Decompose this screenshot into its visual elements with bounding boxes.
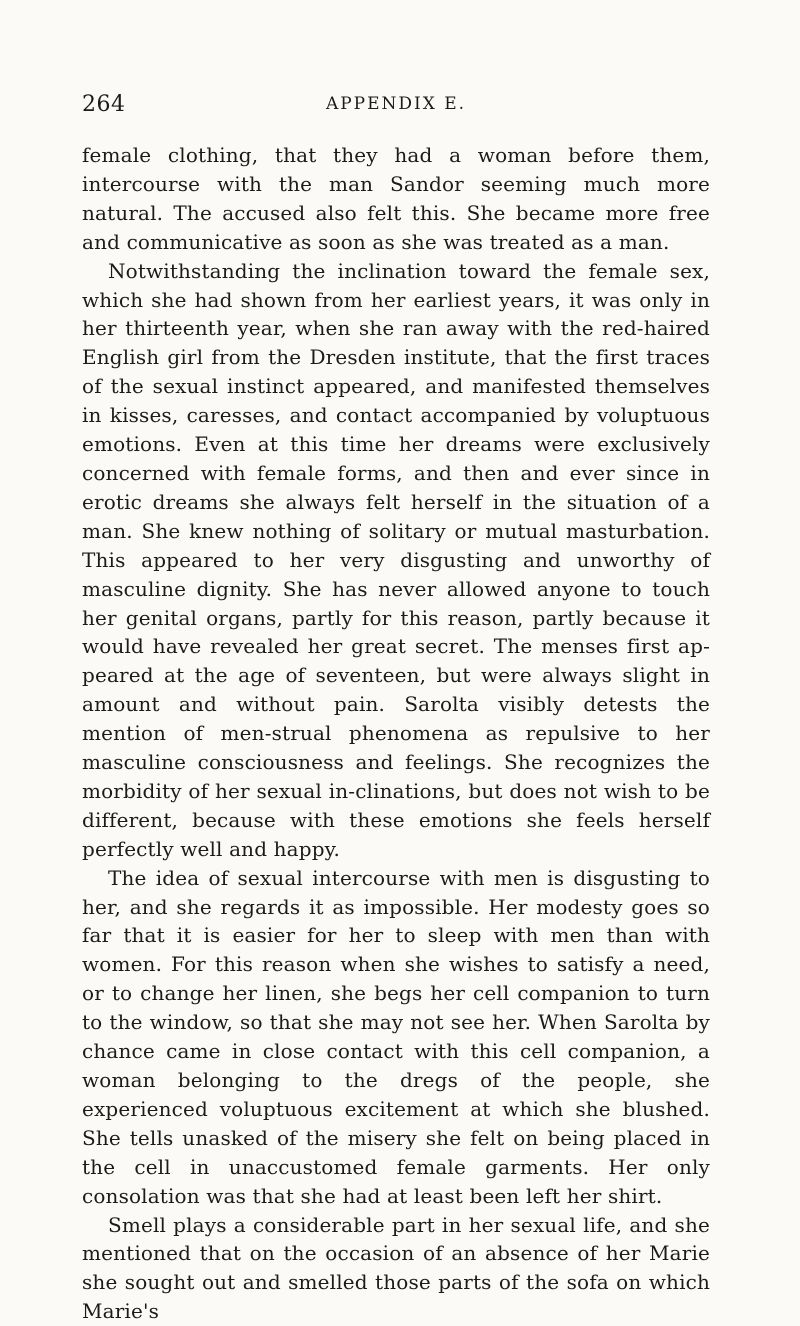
running-head: APPENDIX E. — [325, 94, 467, 114]
page-number: 264 — [82, 92, 126, 117]
body-text — [82, 141, 710, 1326]
paragraph: The idea of sexual intercourse with men is disgusting to her, and she regards it as impossible. Her modesty goes so far that it is easier for her to sleep with men than with women. For this reason when she wishes to satisfy a need, or to change her linen, she begs her cell companion to turn to the window, so that she may not see her. When Sarolta by chance came in close contact with this cell companion, a woman belonging to the dregs of the people, she experienced voluptuous excitement at which she blushed. She tells unasked of the misery she felt on being placed in the cell in unaccustomed female garments. Her only consolation was that she had at least been left her shirt. — [82, 865, 710, 1208]
paragraph-continuation: female clothing, that they had a woman before them, intercourse with the man Sandor seeming much more natural. The accused also felt this. She became more free and communicative as soon as she was treated as a man. — [82, 143, 710, 254]
paragraph: Notwithstanding the inclination toward the female sex, which she had shown from her earliest years, it was only in her thirteenth year, when she ran away with the red-haired English girl from the Dresden institute, that the first traces of the sexual instinct appeared, and manifested themselves in kisses, caresses, and contact accompanied by voluptuous emotions. Even at this time her dreams were exclusively concerned with female forms, and then and ever since in erotic dreams she always felt herself in the situation of a man. She knew nothing of solitary or mutual masturbation. This appeared to her very disgusting and unworthy of masculine dignity. She has never allowed anyone to touch her genital organs, partly for this reason, partly because it would have revealed her great secret. The menses first ap-peared at the age of seventeen, but were always slight in amount and without pain. Sarolta visibly detests the mention of men-strual phenomena as repulsive to her masculine consciousness and feelings. She recognizes the morbidity of her sexual in-clinations, but does not wish to be different, because with these emotions she feels herself perfectly well and happy. — [82, 258, 710, 861]
page-header — [82, 92, 710, 126]
paragraph: Smell plays a considerable part in her sexual life, and she mentioned that on the occasion of an absence of her Marie she sought out and smelled those parts of the sofa on which Marie's — [82, 1212, 710, 1324]
